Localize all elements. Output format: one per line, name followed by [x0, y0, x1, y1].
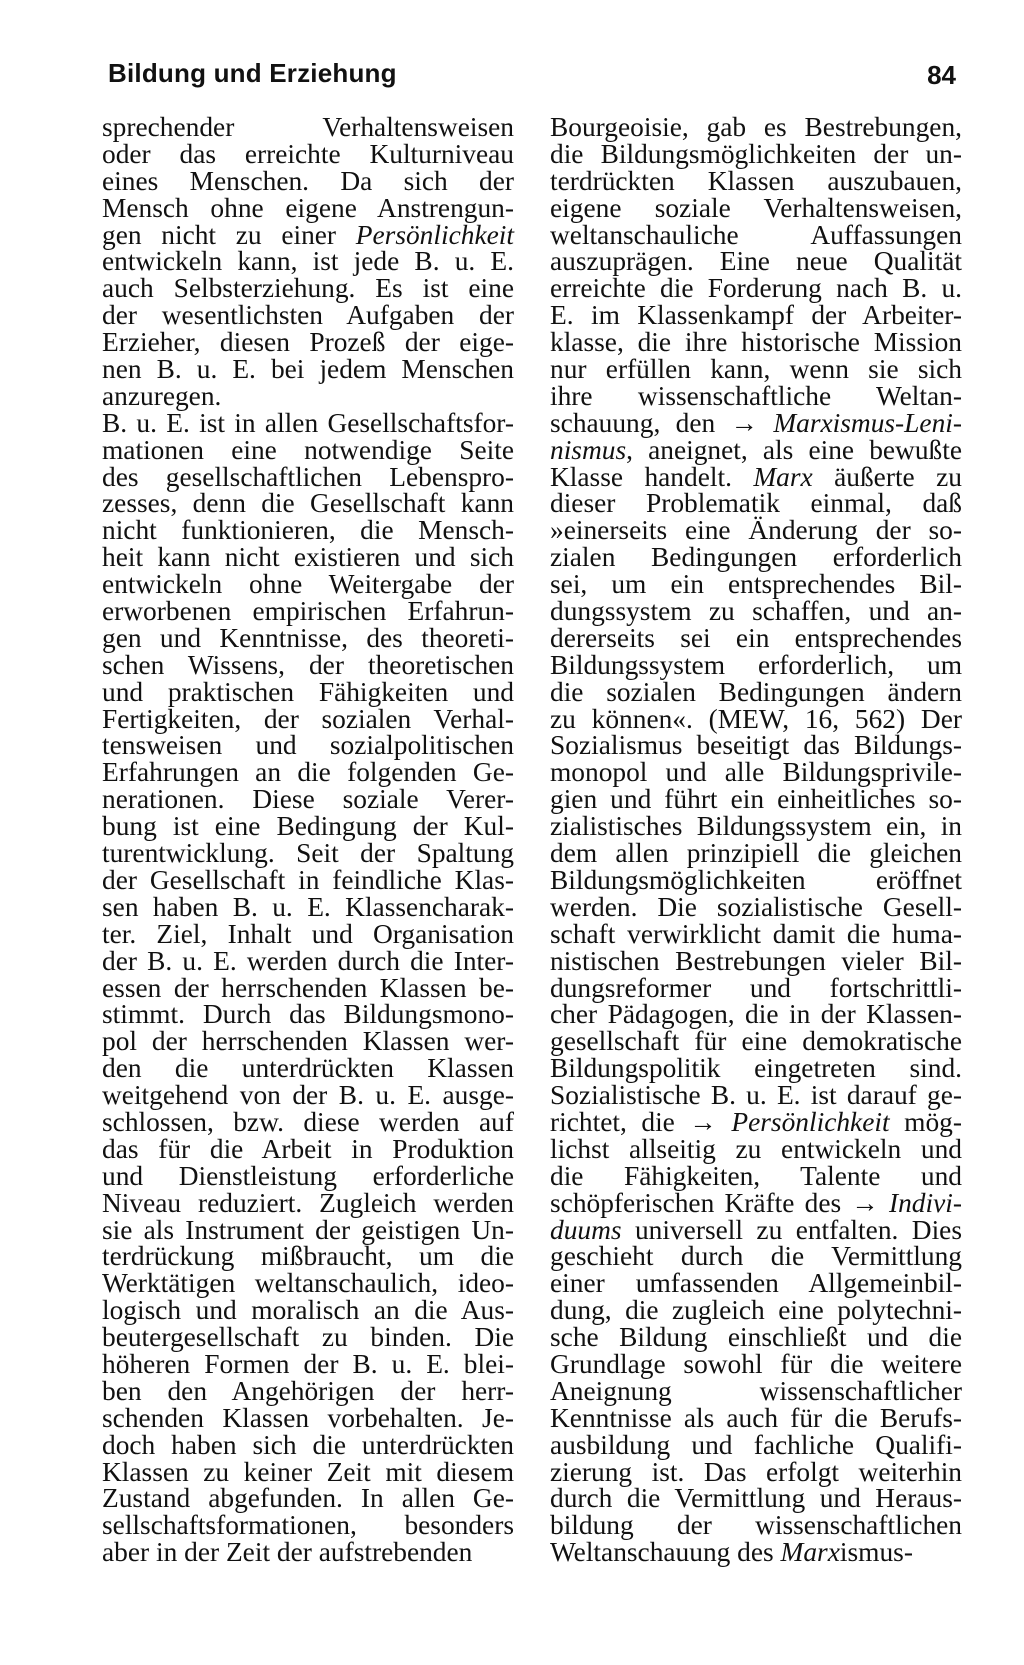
text-line: die sozialen Bedingungen ändern — [550, 676, 962, 707]
text-line: Klassen zu keiner Zeit mit diesem — [102, 1456, 514, 1487]
text-line: auszuprägen. Eine neue Qualität — [550, 246, 962, 277]
text-line: lichst allseitig zu entwickeln und — [550, 1133, 962, 1164]
text-line: gen nicht zu einer Persönlichkeit — [102, 219, 514, 250]
text-line: gien und führt ein einheitliches so- — [550, 784, 962, 815]
text-line: anzuregen. — [102, 380, 222, 411]
text-line: essen der herrschenden Klassen be- — [102, 972, 514, 1003]
text-line: Bildungspolitik eingetreten sind. — [550, 1053, 962, 1084]
text-line: schlossen, bzw. diese werden auf — [102, 1106, 514, 1137]
text-line: zialen Bedingungen erforderlich — [550, 542, 962, 573]
text-line: entwickeln kann, ist jede B. u. E. — [102, 246, 514, 277]
text-line: weltanschauliche Auffassungen — [550, 219, 962, 250]
text-line: Werktätigen weltanschaulich, ideo- — [102, 1268, 514, 1299]
text-line: Mensch ohne eigene Anstrengun- — [102, 192, 514, 223]
text-line: sie als Instrument der geistigen Un- — [102, 1214, 514, 1245]
text-line: ausbildung und fachliche Qualifi- — [550, 1429, 962, 1460]
text-line: heit kann nicht existieren und sich — [102, 542, 514, 573]
text-line: stimmt. Durch das Bildungsmono- — [102, 999, 514, 1030]
text-line: Sozialismus beseitigt das Bildungs- — [550, 730, 962, 761]
text-line: Sozialistische B. u. E. ist darauf ge- — [550, 1080, 962, 1111]
text-line: B. u. E. ist in allen Gesellschaftsfor- — [102, 407, 514, 438]
text-line: ter. Ziel, Inhalt und Organisation — [102, 918, 514, 949]
text-line: monopol und alle Bildungsprivile- — [550, 757, 962, 788]
text-line: erreichte die Forderung nach B. u. — [550, 273, 962, 304]
text-line: nicht funktionieren, die Mensch- — [102, 515, 514, 546]
text-line: Fertigkeiten, der sozialen Verhal- — [102, 703, 514, 734]
text-line: Niveau reduziert. Zugleich werden — [102, 1187, 514, 1218]
text-line: zierung ist. Das erfolgt weiterhin — [550, 1456, 962, 1487]
text-line: einer umfassenden Allgemeinbil- — [550, 1268, 962, 1299]
text-line: gen und Kenntnisse, des theoreti- — [102, 622, 514, 653]
text-line: eigene soziale Verhaltensweisen, — [550, 192, 962, 223]
text-line: Klasse handelt. Marx äußerte zu — [550, 461, 962, 492]
text-line: sprechender Verhaltensweisen — [102, 112, 514, 142]
text-line: Kenntnisse als auch für die Berufs- — [550, 1402, 962, 1433]
text-line: auch Selbsterziehung. Es ist eine — [102, 273, 514, 304]
text-line: nistischen Bestrebungen vieler Bil- — [550, 945, 962, 976]
text-line: gesellschaft für eine demokratische — [550, 1026, 962, 1057]
text-column-left — [102, 114, 514, 1566]
text-line: bildung der wissenschaftlichen — [550, 1510, 962, 1541]
text-line: sen haben B. u. E. Klassencharak- — [102, 891, 514, 922]
text-line: zialistisches Bildungssystem ein, in — [550, 811, 962, 842]
text-line: dieser Problematik einmal, daß — [550, 488, 962, 519]
text-line: geschieht durch die Vermittlung — [550, 1241, 962, 1272]
text-line: entwickeln ohne Weitergabe der — [102, 569, 514, 600]
text-line: durch die Vermittlung und Heraus- — [550, 1483, 962, 1514]
text-line: den die unterdrückten Klassen — [102, 1053, 514, 1084]
text-line: schen Wissens, der theoretischen — [102, 649, 514, 680]
text-line: ben den Angehörigen der herr- — [102, 1375, 514, 1406]
text-line: des gesellschaftlichen Lebenspro- — [102, 461, 514, 492]
text-line: die Fähigkeiten, Talente und — [550, 1160, 962, 1191]
text-line: tensweisen und sozialpolitischen — [102, 730, 514, 761]
text-line: dungsreformer und fortschrittli- — [550, 972, 962, 1003]
text-line: erworbenen empirischen Erfahrun- — [102, 596, 514, 627]
text-line: bung ist eine Bedingung der Kul- — [102, 811, 514, 842]
text-line: nur erfüllen kann, wenn sie sich — [550, 354, 962, 385]
text-line: Bildungsmöglichkeiten eröffnet — [550, 864, 962, 895]
text-line: klasse, die ihre historische Mission — [550, 327, 962, 358]
text-line: der wesentlichsten Aufgaben der — [102, 300, 514, 331]
text-line: zu können«. (MEW, 16, 562) Der — [550, 703, 962, 734]
text-line: schaft verwirklicht damit die huma- — [550, 918, 962, 949]
text-line: richtet, die → Persönlichkeit mög- — [550, 1106, 962, 1137]
text-line: turentwicklung. Seit der Spaltung — [102, 838, 514, 869]
text-line: und praktischen Fähigkeiten und — [102, 676, 514, 707]
text-line: mationen eine notwendige Seite — [102, 434, 514, 465]
text-line: werden. Die sozialistische Gesell- — [550, 891, 962, 922]
text-line: nismus, aneignet, als eine bewußte — [550, 434, 962, 465]
text-line: Erfahrungen an die folgenden Ge- — [102, 757, 514, 788]
text-line: Erzieher, diesen Prozeß der eige- — [102, 327, 514, 358]
text-line: sei, um ein entsprechendes Bil- — [550, 569, 962, 600]
text-line: schöpferischen Kräfte des → Indivi- — [550, 1187, 962, 1218]
text-line: oder das erreichte Kulturniveau — [102, 138, 514, 169]
page-number: 84 — [927, 60, 956, 90]
text-line: beutergesellschaft zu binden. Die — [102, 1322, 514, 1353]
text-line: Aneignung wissenschaftlicher — [550, 1375, 962, 1406]
text-line: terdrückten Klassen auszubauen, — [550, 165, 962, 196]
text-line: Bildungssystem erforderlich, um — [550, 649, 962, 680]
text-line: der B. u. E. werden durch die Inter- — [102, 945, 514, 976]
text-line: weitgehend von der B. u. E. ausge- — [102, 1080, 514, 1111]
text-column-right — [550, 114, 962, 1566]
text-line: logisch und moralisch an die Aus- — [102, 1295, 514, 1326]
text-line: ihre wissenschaftliche Weltan- — [550, 380, 962, 411]
text-line: schauung, den → Marxismus-Leni- — [550, 407, 962, 438]
text-line: nen B. u. E. bei jedem Menschen — [102, 354, 514, 385]
text-line: das für die Arbeit in Produktion — [102, 1133, 514, 1164]
text-line: duums universell zu entfalten. Dies — [550, 1214, 962, 1245]
text-line: dungssystem zu schaffen, und an- — [550, 596, 962, 627]
text-line: Grundlage sowohl für die weitere — [550, 1348, 962, 1379]
text-line: höheren Formen der B. u. E. blei- — [102, 1348, 514, 1379]
text-line: Weltanschauung des Marxismus- — [550, 1537, 913, 1568]
text-line: der Gesellschaft in feindliche Klas- — [102, 864, 514, 895]
text-line: Bourgeoisie, gab es Bestrebungen, — [550, 112, 962, 142]
text-line: sche Bildung einschließt und die — [550, 1322, 962, 1353]
text-line: cher Pädagogen, die in der Klassen- — [550, 999, 962, 1030]
text-line: »einerseits eine Änderung der so- — [550, 515, 962, 546]
text-line: doch haben sich die unterdrückten — [102, 1429, 514, 1460]
text-line: dererseits sei ein entsprechendes — [550, 622, 962, 653]
text-line: dung, die zugleich eine polytechni- — [550, 1295, 962, 1326]
text-line: pol der herrschenden Klassen wer- — [102, 1026, 514, 1057]
text-line: und Dienstleistung erforderliche — [102, 1160, 514, 1191]
text-line: sellschaftsformationen, besonders — [102, 1510, 514, 1541]
text-line: eines Menschen. Da sich der — [102, 165, 514, 196]
text-line: terdrückung mißbraucht, um die — [102, 1241, 514, 1272]
text-line: die Bildungsmöglichkeiten der un- — [550, 138, 962, 169]
text-line: zesses, denn die Gesellschaft kann — [102, 488, 514, 519]
running-head: Bildung und Erziehung — [108, 58, 397, 88]
text-line: Zustand abgefunden. In allen Ge- — [102, 1483, 514, 1514]
text-line: schenden Klassen vorbehalten. Je- — [102, 1402, 514, 1433]
text-line: dem allen prinzipiell die gleichen — [550, 838, 962, 869]
text-line: nerationen. Diese soziale Verer- — [102, 784, 514, 815]
text-line: E. im Klassenkampf der Arbeiter- — [550, 300, 962, 331]
text-line: aber in der Zeit der aufstrebenden — [102, 1537, 473, 1568]
